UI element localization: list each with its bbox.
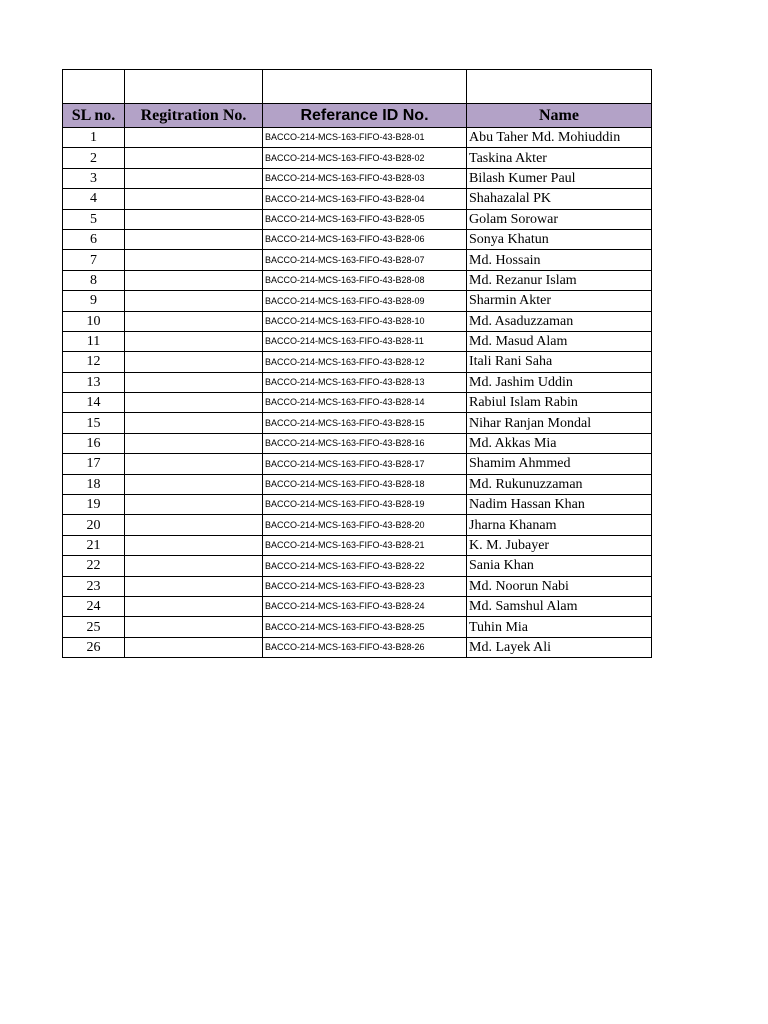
- name-cell[interactable]: Taskina Akter: [467, 148, 652, 168]
- sl-cell[interactable]: 1: [63, 128, 125, 148]
- header-reference-id[interactable]: Referance ID No.: [263, 104, 467, 128]
- blank-cell[interactable]: [263, 70, 467, 104]
- registration-cell[interactable]: [125, 495, 263, 515]
- table-row: [63, 352, 652, 372]
- table-row: [63, 128, 652, 148]
- table-body: [63, 128, 652, 658]
- reference-id-cell[interactable]: BACCO-214-MCS-163-FIFO-43-B28-15: [263, 413, 467, 433]
- name-cell[interactable]: Md. Rukunuzzaman: [467, 474, 652, 494]
- sl-cell[interactable]: 9: [63, 291, 125, 311]
- reference-id-cell[interactable]: BACCO-214-MCS-163-FIFO-43-B28-20: [263, 515, 467, 535]
- registration-cell[interactable]: [125, 556, 263, 576]
- name-cell[interactable]: Md. Noorun Nabi: [467, 576, 652, 596]
- name-cell[interactable]: Tuhin Mia: [467, 617, 652, 637]
- registration-cell[interactable]: [125, 229, 263, 249]
- name-cell[interactable]: Rabiul Islam Rabin: [467, 393, 652, 413]
- table-row: [63, 229, 652, 249]
- table-row: [63, 556, 652, 576]
- sl-cell[interactable]: 24: [63, 596, 125, 616]
- sl-cell[interactable]: 2: [63, 148, 125, 168]
- registration-cell[interactable]: [125, 250, 263, 270]
- table-row: [63, 189, 652, 209]
- registration-cell[interactable]: [125, 637, 263, 657]
- reference-id-cell[interactable]: BACCO-214-MCS-163-FIFO-43-B28-01: [263, 128, 467, 148]
- name-cell[interactable]: Shamim Ahmmed: [467, 454, 652, 474]
- reference-id-cell[interactable]: BACCO-214-MCS-163-FIFO-43-B28-26: [263, 637, 467, 657]
- name-cell[interactable]: Jharna Khanam: [467, 515, 652, 535]
- reference-id-cell[interactable]: BACCO-214-MCS-163-FIFO-43-B28-07: [263, 250, 467, 270]
- header-row: [63, 104, 652, 128]
- blank-cell[interactable]: [63, 70, 125, 104]
- registration-cell[interactable]: [125, 413, 263, 433]
- sl-cell[interactable]: 3: [63, 168, 125, 188]
- reference-id-cell[interactable]: BACCO-214-MCS-163-FIFO-43-B28-05: [263, 209, 467, 229]
- registration-cell[interactable]: [125, 270, 263, 290]
- name-cell[interactable]: Md. Layek Ali: [467, 637, 652, 657]
- reference-id-cell[interactable]: BACCO-214-MCS-163-FIFO-43-B28-03: [263, 168, 467, 188]
- table-row: [63, 291, 652, 311]
- name-cell[interactable]: Md. Akkas Mia: [467, 433, 652, 453]
- sl-cell[interactable]: 25: [63, 617, 125, 637]
- table-row: [63, 250, 652, 270]
- header-registration[interactable]: Regitration No.: [125, 104, 263, 128]
- table-row: [63, 148, 652, 168]
- registration-cell[interactable]: [125, 454, 263, 474]
- name-cell[interactable]: Md. Rezanur Islam: [467, 270, 652, 290]
- table-row: [63, 209, 652, 229]
- reference-id-cell[interactable]: BACCO-214-MCS-163-FIFO-43-B28-24: [263, 596, 467, 616]
- registration-cell[interactable]: [125, 168, 263, 188]
- name-cell[interactable]: Itali Rani Saha: [467, 352, 652, 372]
- name-cell[interactable]: Nihar Ranjan Mondal: [467, 413, 652, 433]
- name-cell[interactable]: Nadim Hassan Khan: [467, 495, 652, 515]
- registration-cell[interactable]: [125, 474, 263, 494]
- registration-cell[interactable]: [125, 209, 263, 229]
- table-row: [63, 576, 652, 596]
- name-cell[interactable]: Md. Samshul Alam: [467, 596, 652, 616]
- name-cell[interactable]: Sharmin Akter: [467, 291, 652, 311]
- sl-cell[interactable]: 26: [63, 637, 125, 657]
- name-cell[interactable]: Md. Asaduzzaman: [467, 311, 652, 331]
- registration-cell[interactable]: [125, 291, 263, 311]
- blank-top-row: [63, 70, 652, 104]
- sl-cell[interactable]: 12: [63, 352, 125, 372]
- registration-cell[interactable]: [125, 311, 263, 331]
- table-row: [63, 454, 652, 474]
- table-row: [63, 331, 652, 351]
- header-name[interactable]: Name: [467, 104, 652, 128]
- name-cell[interactable]: Md. Hossain: [467, 250, 652, 270]
- table-row: [63, 393, 652, 413]
- reference-id-cell[interactable]: BACCO-214-MCS-163-FIFO-43-B28-16: [263, 433, 467, 453]
- sl-cell[interactable]: 16: [63, 433, 125, 453]
- sl-cell[interactable]: 13: [63, 372, 125, 392]
- registration-cell[interactable]: [125, 393, 263, 413]
- sl-cell[interactable]: 4: [63, 189, 125, 209]
- sl-cell[interactable]: 15: [63, 413, 125, 433]
- table-row: [63, 495, 652, 515]
- registration-cell[interactable]: [125, 535, 263, 555]
- reference-id-cell[interactable]: BACCO-214-MCS-163-FIFO-43-B28-10: [263, 311, 467, 331]
- registration-cell[interactable]: [125, 617, 263, 637]
- reference-id-cell[interactable]: BACCO-214-MCS-163-FIFO-43-B28-11: [263, 331, 467, 351]
- registration-table: [62, 69, 652, 658]
- registration-cell[interactable]: [125, 433, 263, 453]
- table-row: [63, 515, 652, 535]
- sl-cell[interactable]: 5: [63, 209, 125, 229]
- reference-id-cell[interactable]: BACCO-214-MCS-163-FIFO-43-B28-17: [263, 454, 467, 474]
- registration-cell[interactable]: [125, 331, 263, 351]
- reference-id-cell[interactable]: BACCO-214-MCS-163-FIFO-43-B28-14: [263, 393, 467, 413]
- table-row: [63, 311, 652, 331]
- registration-cell[interactable]: [125, 372, 263, 392]
- reference-id-cell[interactable]: BACCO-214-MCS-163-FIFO-43-B28-21: [263, 535, 467, 555]
- name-cell[interactable]: Abu Taher Md. Mohiuddin: [467, 128, 652, 148]
- sl-cell[interactable]: 8: [63, 270, 125, 290]
- reference-id-cell[interactable]: BACCO-214-MCS-163-FIFO-43-B28-09: [263, 291, 467, 311]
- sl-cell[interactable]: 14: [63, 393, 125, 413]
- name-cell[interactable]: Sonya Khatun: [467, 229, 652, 249]
- registration-cell[interactable]: [125, 515, 263, 535]
- registration-cell[interactable]: [125, 189, 263, 209]
- blank-cell[interactable]: [467, 70, 652, 104]
- table-row: [63, 474, 652, 494]
- name-cell[interactable]: Md. Jashim Uddin: [467, 372, 652, 392]
- reference-id-cell[interactable]: BACCO-214-MCS-163-FIFO-43-B28-25: [263, 617, 467, 637]
- name-cell[interactable]: K. M. Jubayer: [467, 535, 652, 555]
- name-cell[interactable]: Shahazalal PK: [467, 189, 652, 209]
- sl-cell[interactable]: 21: [63, 535, 125, 555]
- reference-id-cell[interactable]: BACCO-214-MCS-163-FIFO-43-B28-12: [263, 352, 467, 372]
- sl-cell[interactable]: 7: [63, 250, 125, 270]
- reference-id-cell[interactable]: BACCO-214-MCS-163-FIFO-43-B28-13: [263, 372, 467, 392]
- reference-id-cell[interactable]: BACCO-214-MCS-163-FIFO-43-B28-19: [263, 495, 467, 515]
- sl-cell[interactable]: 23: [63, 576, 125, 596]
- table-row: [63, 637, 652, 657]
- sl-cell[interactable]: 11: [63, 331, 125, 351]
- name-cell[interactable]: Sania Khan: [467, 556, 652, 576]
- reference-id-cell[interactable]: BACCO-214-MCS-163-FIFO-43-B28-02: [263, 148, 467, 168]
- registration-cell[interactable]: [125, 352, 263, 372]
- blank-cell[interactable]: [125, 70, 263, 104]
- table-row: [63, 413, 652, 433]
- sl-cell[interactable]: 6: [63, 229, 125, 249]
- sl-cell[interactable]: 20: [63, 515, 125, 535]
- table-row: [63, 270, 652, 290]
- table-row: [63, 535, 652, 555]
- table-row: [63, 433, 652, 453]
- registration-cell[interactable]: [125, 128, 263, 148]
- sl-cell[interactable]: 17: [63, 454, 125, 474]
- reference-id-cell[interactable]: BACCO-214-MCS-163-FIFO-43-B28-23: [263, 576, 467, 596]
- name-cell[interactable]: Golam Sorowar: [467, 209, 652, 229]
- table-row: [63, 168, 652, 188]
- reference-id-cell[interactable]: BACCO-214-MCS-163-FIFO-43-B28-06: [263, 229, 467, 249]
- registration-cell[interactable]: [125, 148, 263, 168]
- table-row: [63, 372, 652, 392]
- reference-id-cell[interactable]: BACCO-214-MCS-163-FIFO-43-B28-04: [263, 189, 467, 209]
- name-cell[interactable]: Bilash Kumer Paul: [467, 168, 652, 188]
- table-row: [63, 596, 652, 616]
- reference-id-cell[interactable]: BACCO-214-MCS-163-FIFO-43-B28-18: [263, 474, 467, 494]
- reference-id-cell[interactable]: BACCO-214-MCS-163-FIFO-43-B28-08: [263, 270, 467, 290]
- sl-cell[interactable]: 22: [63, 556, 125, 576]
- table-row: [63, 617, 652, 637]
- reference-id-cell[interactable]: BACCO-214-MCS-163-FIFO-43-B28-22: [263, 556, 467, 576]
- sl-cell[interactable]: 18: [63, 474, 125, 494]
- sl-cell[interactable]: 19: [63, 495, 125, 515]
- registration-cell[interactable]: [125, 596, 263, 616]
- sl-cell[interactable]: 10: [63, 311, 125, 331]
- registration-cell[interactable]: [125, 576, 263, 596]
- header-sl[interactable]: SL no.: [63, 104, 125, 128]
- name-cell[interactable]: Md. Masud Alam: [467, 331, 652, 351]
